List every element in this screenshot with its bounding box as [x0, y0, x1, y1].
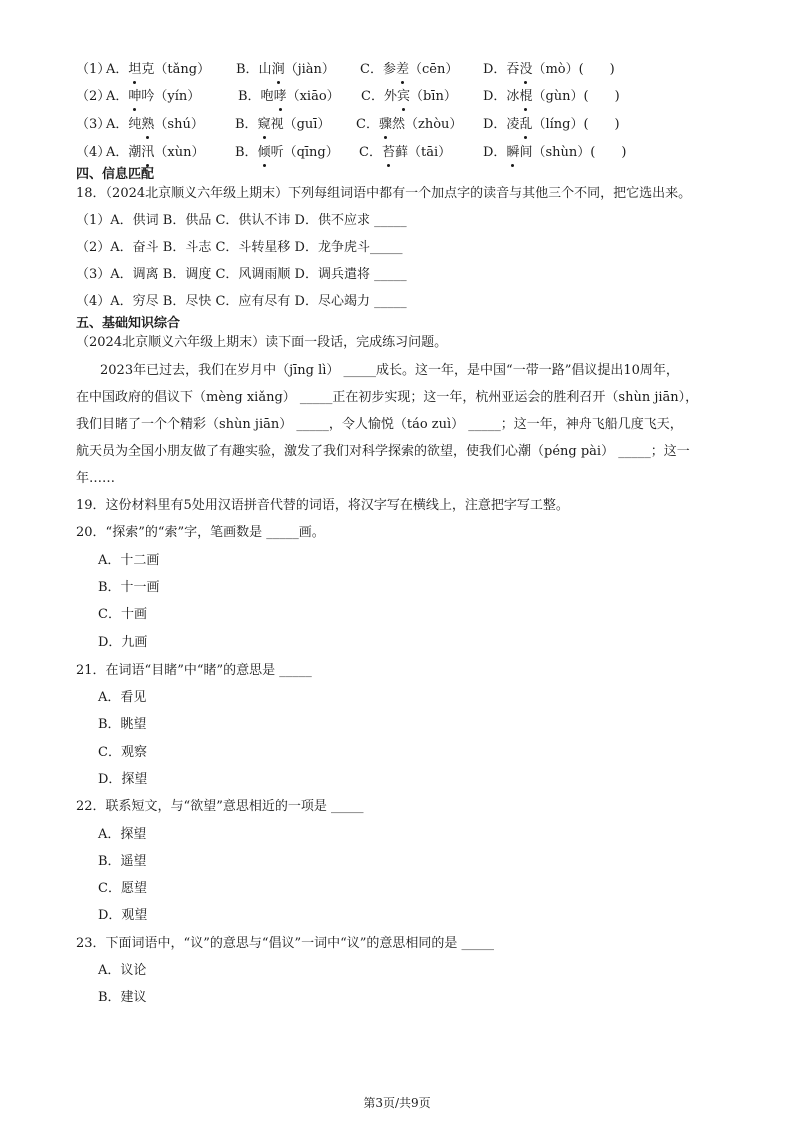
q23-option-b[interactable]: B．建议: [98, 990, 147, 1005]
option-c: C．外宾（bīn）: [361, 87, 457, 107]
passage-line-2: 在中国政府的倡议下（mèng xiǎng） _____正在初步实现；这一年，杭州亚运会的胜利召开（shùn jiān），: [76, 390, 699, 405]
row-number: （4）: [76, 145, 111, 160]
q19-intro: （2024北京顺义六年级上期末）读下面一段话，完成练习问题。: [76, 335, 448, 350]
option-c: C．苔藓（tāi）: [359, 143, 451, 163]
option-d: D．冰棍（gùn）( ): [483, 87, 620, 107]
option-a: A．呻吟（yín）: [106, 87, 200, 107]
option-a: A．坦克（tǎng）: [106, 60, 210, 80]
passage-line-5: 年……: [76, 471, 116, 486]
option-b: B．倾听（qīng）: [235, 143, 339, 163]
q18-row-4: （4）A．穷尽 B．尽快 C．应有尽有 D．尽心竭力 _____: [76, 294, 407, 309]
q20-option-c[interactable]: C．十画: [98, 607, 147, 622]
passage-line-1: 2023年已过去，我们在岁月中（jīng lì） _____成长。这一年，是中国“一带一路”倡议提出10周年，: [100, 363, 679, 378]
q18-stem: 18．（2024北京顺义六年级上期末）下列每组词语中都有一个加点字的读音与其他三个不同，把它选出来。: [76, 186, 692, 201]
passage-line-4: 航天员为全国小朋友做了有趣实验，激发了我们对科学探索的欲望，使我们心潮（péng pài） _____；这一: [76, 444, 690, 459]
option-d: D．凌乱（líng）( ): [483, 115, 620, 135]
passage-line-3: 我们目睹了一个个精彩（shùn jiān） _____，令人愉悦（táo zuì） _____；这一年，神舟飞船几度飞天，: [76, 417, 683, 432]
option-b: B．山涧（jiàn）: [236, 60, 335, 80]
option-a: A．潮汛（xùn）: [106, 143, 204, 163]
q20-stem: 20．“探索”的“索”字，笔画数是 _____画。: [76, 525, 325, 540]
q21-option-a[interactable]: A．看见: [98, 690, 147, 705]
q21-stem: 21．在词语“目睹”中“睹”的意思是 _____: [76, 663, 312, 678]
q22-option-b[interactable]: B．遥望: [98, 854, 147, 869]
section-4-title: 四、信息匹配: [76, 167, 155, 182]
q22-stem: 22．联系短文，与“欲望”意思相近的一项是 _____: [76, 799, 364, 814]
q20-option-b[interactable]: B．十一画: [98, 580, 160, 595]
option-c: C．参差（cēn）: [360, 60, 458, 80]
q18-row-1: （1）A．供词 B．供品 C．供认不讳 D．供不应求 _____: [76, 213, 407, 228]
section-5-title: 五、基础知识综合: [76, 316, 181, 331]
q22-option-c[interactable]: C．愿望: [98, 881, 147, 896]
q18-row-3: （3）A．调离 B．调度 C．风调雨顺 D．调兵遣将 _____: [76, 267, 407, 282]
q21-option-b[interactable]: B．眺望: [98, 717, 147, 732]
option-b: B．咆哮（xiāo）: [238, 87, 340, 107]
option-a: A．纯熟（shú）: [106, 115, 204, 135]
row-number: （3）: [76, 117, 111, 132]
q21-option-d[interactable]: D．探望: [98, 772, 148, 787]
option-d: D．瞬间（shùn）( ): [483, 143, 626, 163]
q19-stem: 19．这份材料里有5处用汉语拼音代替的词语，将汉字写在横线上，注意把字写工整。: [76, 498, 569, 513]
q22-option-a[interactable]: A．探望: [98, 827, 147, 842]
q20-option-a[interactable]: A．十二画: [98, 553, 160, 568]
q21-option-c[interactable]: C．观察: [98, 745, 147, 760]
q20-option-d[interactable]: D．九画: [98, 635, 148, 650]
page-footer: 第3页/共9页: [363, 1096, 431, 1110]
row-number: （1）: [76, 62, 111, 77]
q22-option-d[interactable]: D．观望: [98, 908, 148, 923]
q18-row-2: （2）A．奋斗 B．斗志 C．斗转星移 D．龙争虎斗_____: [76, 240, 403, 255]
option-c: C．骤然（zhòu）: [356, 115, 462, 135]
q23-stem: 23．下面词语中，“议”的意思与“倡议”一词中“议”的意思相同的是 _____: [76, 936, 495, 951]
option-b: B．窥视（guī）: [235, 115, 330, 135]
option-d: D．吞没（mò）( ): [483, 60, 615, 80]
q23-option-a[interactable]: A．议论: [98, 963, 147, 978]
row-number: （2）: [76, 89, 111, 104]
